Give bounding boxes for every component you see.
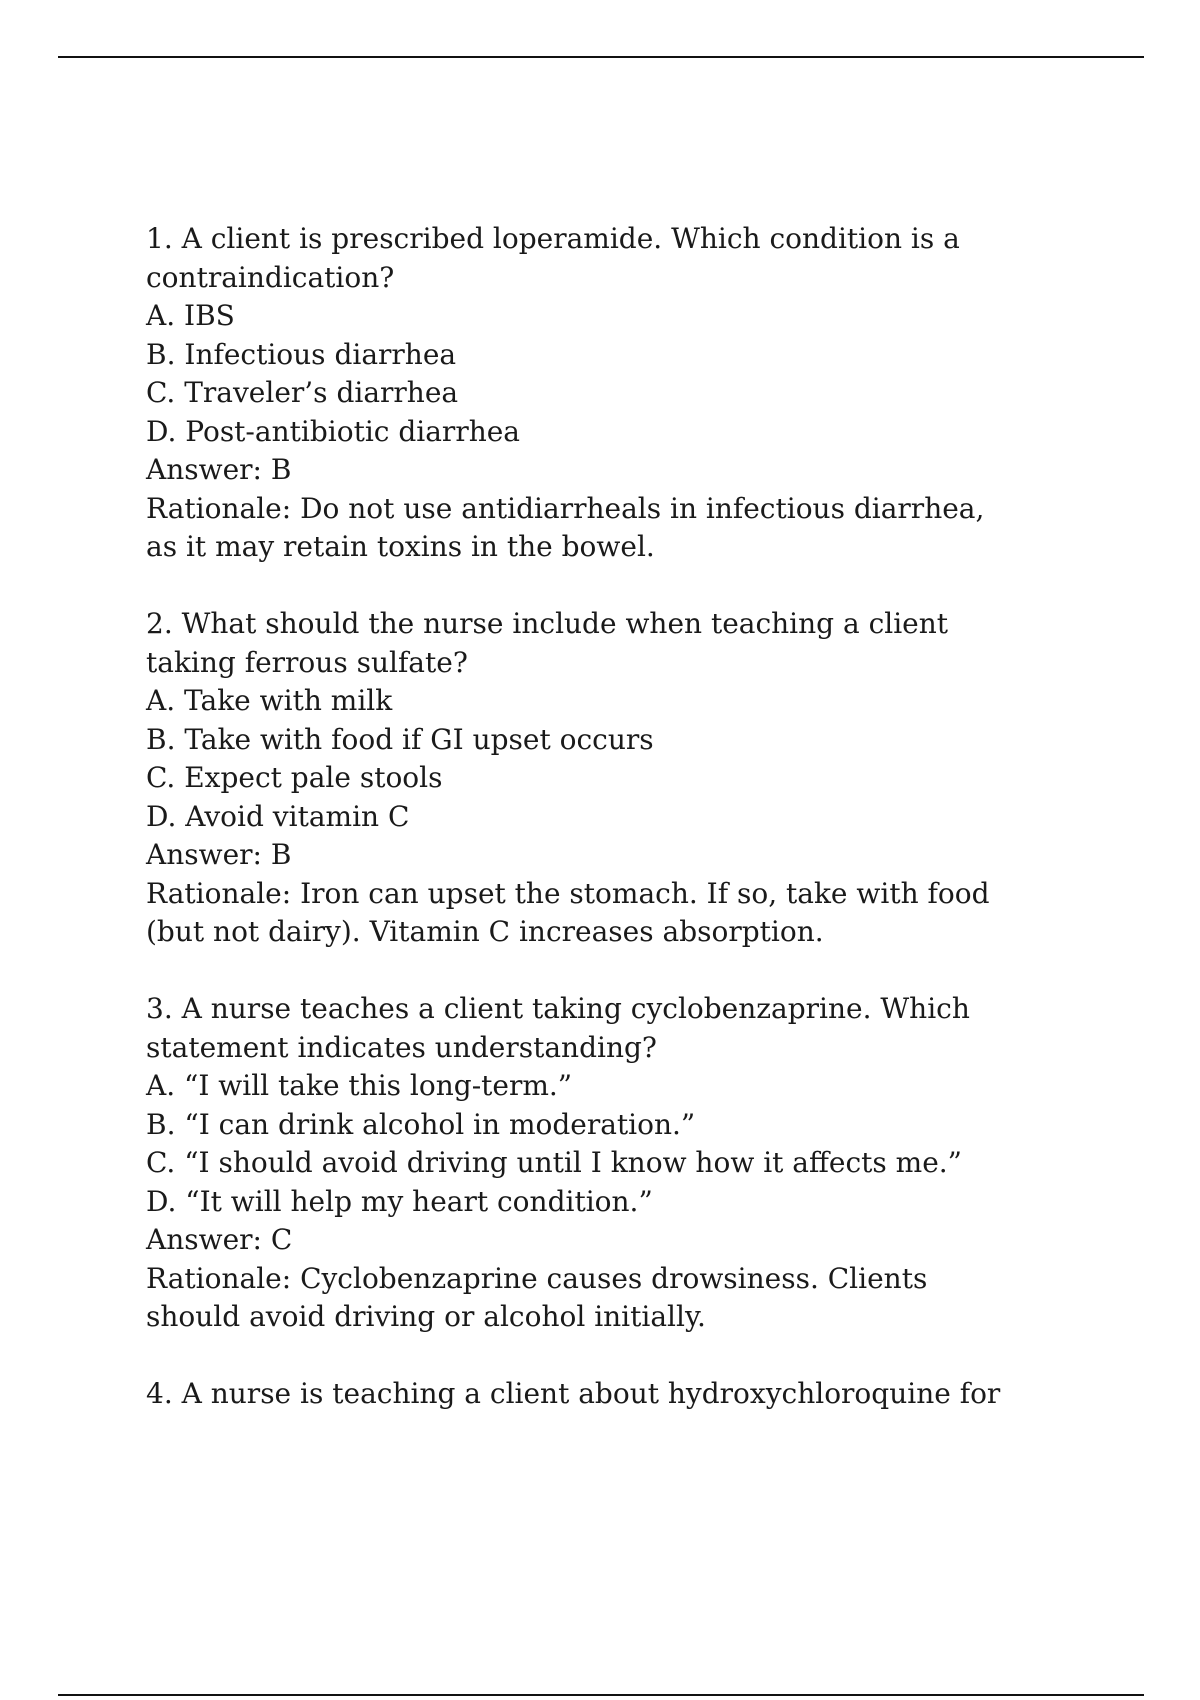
option-b: B. Take with food if GI upset occurs xyxy=(146,722,654,756)
bottom-rule xyxy=(58,1694,1144,1696)
rationale: Rationale: Cyclobenzaprine causes drowsiness. Clients should avoid driving or alcohol initially. xyxy=(146,1261,928,1333)
answer: Answer: B xyxy=(146,453,292,486)
option-d: D. Post-antibiotic diarrhea xyxy=(146,414,520,448)
question-stem: 4. A nurse is teaching a client about hydroxychloroquine for xyxy=(146,1377,1001,1410)
question-3 xyxy=(146,990,1006,1337)
option-d: D. Avoid vitamin C xyxy=(146,799,410,833)
option-c: C. “I should avoid driving until I know how it affects me.” xyxy=(146,1146,962,1179)
question-stem: 2. What should the nurse include when teaching a client taking ferrous sulfate? xyxy=(146,607,949,679)
rationale: Rationale: Iron can upset the stomach. If so, take with food (but not dairy). Vitamin C increases absorption. xyxy=(146,876,990,948)
top-rule xyxy=(58,56,1144,58)
option-a: A. IBS xyxy=(146,299,235,332)
option-a: A. “I will take this long-term.” xyxy=(146,1069,573,1102)
option-c: C. Traveler’s diarrhea xyxy=(146,376,459,409)
answer: Answer: B xyxy=(146,838,292,871)
question-4 xyxy=(146,1375,1006,1414)
option-b: B. “I can drink alcohol in moderation.” xyxy=(146,1107,696,1141)
question-stem: 1. A client is prescribed loperamide. Which condition is a contraindication? xyxy=(146,222,960,294)
question-stem: 3. A nurse teaches a client taking cyclobenzaprine. Which statement indicates understanding? xyxy=(146,992,970,1064)
rationale: Rationale: Do not use antidiarrheals in infectious diarrhea, as it may retain toxins in the bowel. xyxy=(146,491,985,563)
option-a: A. Take with milk xyxy=(146,684,393,717)
option-c: C. Expect pale stools xyxy=(146,761,443,794)
question-1 xyxy=(146,220,1006,567)
option-d: D. “It will help my heart condition.” xyxy=(146,1184,653,1218)
question-2 xyxy=(146,605,1006,952)
document-body xyxy=(146,220,1006,1452)
option-b: B. Infectious diarrhea xyxy=(146,337,457,371)
answer: Answer: C xyxy=(146,1223,293,1256)
